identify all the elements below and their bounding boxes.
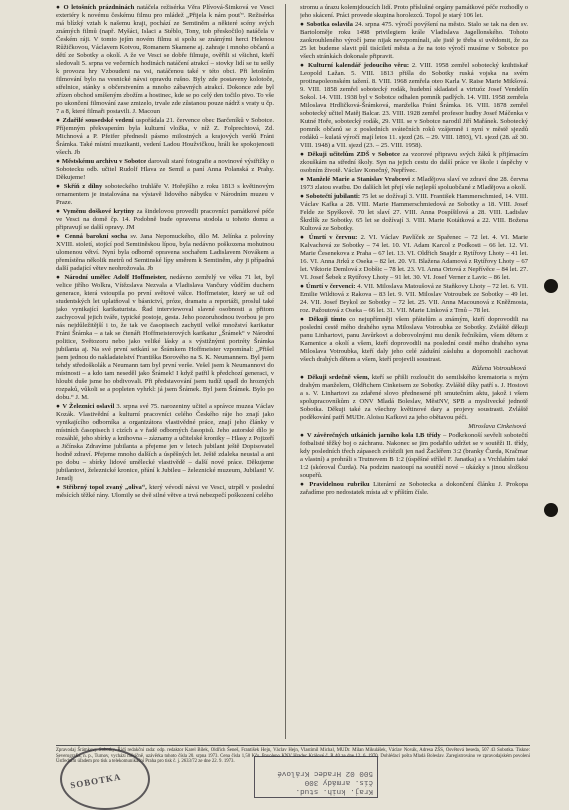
news-item-text: 2. VI. Václav Pavlíček ze Spařenec – 72 let. 4. VI. Marie Kalvachová ze Sobotky – 74 let. 10. VI. Adam Karcol z Podkosti – 66 let. 12. VI. Marie Česenekova z Praha – 67 let. 13. VI. Oldřich Snajdr z Rytířovy Lhoty – 41 let. 16. VI. Anna Jirků z Oseka – 82 let. 20. VI. Blažena Adamová z Rytířovy Lhoty – 67 let. Viktorie Demlová z Dobšic – 78 let. 23. VI. Anna Ortová z Nepřívěce – 84 let. 27. VI. Josef Šebek z Rytířovy Lhoty – 91 let. 30. VI. Josef Verner z Lavic – 86 let. bbox=[300, 234, 528, 281]
news-item-text: 4. VII. Miloslava Matoušová ze Staňkovy Lhoty – 72 let. 6. VII. Emilie Wildtová z Rakova – 83 let. 9. VII. Miloslav Votroubek ze Sobotky – 49 let. 24. VII. Josef Brykol ze Sobotky – 72 let. 25. VII. Anna Macounová z Kněžmosta, roz. Pažoutová z Oseka – 66 let. 31. VII. Marie Linková z Trnů – 78 let. bbox=[300, 283, 528, 314]
bullet-icon: ● bbox=[300, 193, 306, 200]
news-item-text: 24. srpna 475. výročí povýšení na město. Stalo se tak na den sv. Bartoloměje roku 1498 privilegiem krále Vladislava Jagellonského. Tohoto zaokrouhleného výročí jsme nijak nevzpomínali, ale jistě je třeba si uvědomit, že za 25 let budeme slavit půl tisíciletí města a že na toto výročí musíme v Sobotce po všech stránkách dokonale připravit. bbox=[300, 21, 528, 60]
news-item-text: natáčela režisérka Věra Plívová-Šimková ve Vesci exteriéry k novému českému filmu pro mládež „Přijela k nám pouť“. Režisérka má blízký vztah k našemu kraji, pochází ze Semtiněm a některé scény svých známých filmů (např. Myšáci, Islaci a Stéblo, Tony, tob přeskočilo) natáčela v Českém ráji. V tomto jejím novém filmu si spolu se známými herci Helenou Růžičkovou, Václavem Kotvou, Romanem Skamene aj. zahraje i mnoho občanů a dětí ze Sobotky a okolí. A že ve Vesci se dobře filmuje, ověřili si všichni, kteří sledovali 5. srpna ve večerních hodinách natáčení atrakcí – stovky lidí se tu sešly k provozu hry Vzboudeni na vsi, natáčenou také v této obci. Při letošním filmování bylo na vesnické návsi opravdu rušno. Byly zde postaveny kolotoče, střelnice, stánky s občerstvením a mnoho zábavných atrakcí. Dokonce zde byl zřízen obchod smíšeným zbožím a hostinec, kde se po celý den točilo pivo. To vše po ukončení filmování zase zmizelo, trvale zde zůstanou pouze nádrž s vraty u čp. 7 a 8, které filmaři postavili. J. Macoun bbox=[56, 4, 274, 115]
news-item-text: co nejupřímněji všem přátelům a známým, kteří doprovodili na poslední cestě mého drahého syna Miloslava Votroubka ze Sobotky. Zvláště děkuji panu Linhartovi, panu Javůrkovi a dobrovolnými mu deník řečníkům, všem dětem z Kamenice a okolí a všem, kteří doprovodili na poslední cestě mého drahého syna Miloslava Votroubka, kteří daly jeho celé zádušní zásluhu a dopomohli zachovat všech drahých dětem a všem, kteří projevili soustrast. bbox=[300, 316, 528, 363]
news-item-text: kteří se přišli rozloučit do semilského krematoria s mým drahým manželem, Oldřichem Cinkeisem ze Sobotky. Zvláště díky patří s. J. Hostovi a s. V. Linhartovi za zdařené slovo přednesené při smutečním aktu, jakož i všem spolupracovníkům z ONV Mladá Boleslav, MěstNV, SPB a myslivecké jednotě Sobotka. Děkuji také za všechny květinové dary a projevy soustrasti. Zvláště poděkování patří MUDr. Aloisu Kafkovi za jeho obětavou péči. bbox=[300, 374, 528, 421]
news-item bbox=[300, 151, 528, 175]
news-item bbox=[300, 432, 528, 480]
signature: Miroslava Cinkeisová bbox=[468, 423, 526, 430]
news-item-text: 3. srpna své 75. narozeniny učitel a správce muzea Václav Kozák. Vlastivědní a kulturní pracovníci celého Českého ráje ho znají jako vynikajícího odborníka a organizátora vlastivědné práce, znají jeho články v místních časopisech i cizích a v řadě odborných časopisů. Jeho autorské dílo je rozsáhlé, jeho sbírky a knihovna – záznamy a učitelské kroniky – Hlasy z Pojizeří a Jičínska Zdravíme jubilanta a přejeme jen v letech jubilant ještě Dopisovatel hodně zdraví. Přejeme mnoho dalších a úspěšných let. Ještě zdaleka neustal a ani po dobu – sbírky lidové umělecké vlastivědě – další nové práce. Děkujeme jubilantovi, železnické kronice, přání k Jubileu – železnické muzeum, Jubilant! V. Jenstlj bbox=[56, 403, 274, 482]
news-item bbox=[56, 403, 274, 483]
library-stamp-line: Kraj. knih. stud. bbox=[295, 787, 373, 795]
news-item-heading: Děkuji srdečně všem, bbox=[307, 374, 370, 381]
news-item bbox=[300, 62, 528, 150]
news-item bbox=[300, 234, 528, 282]
news-item-text: 75 let se dožívají 3. VIII. František Hammerschmied, 14. VIII. Václav Kafka a 28. VIII. Marie Hammerschmiedová ze Sobotky a 18. VIII. Josef Felde ze Spyškově. 70 let slaví 27. VIII. Anna Pospíšilová a 28. VIII. Ladislav Škrdlík ze Sobotky. 65 let se dožívají 3. VIII. Marie Kotátková a 22. VIII. Božena Kultová ze Sobotky. bbox=[300, 193, 528, 232]
news-item bbox=[300, 193, 528, 233]
bullet-icon: ● bbox=[56, 117, 63, 124]
bullet-icon: ● bbox=[56, 208, 63, 215]
news-item-text: nedávno zemřelý ve věku 71 let, byl velice jiřího Wolkra, Vítězslava Nezvala a Vladislava Vančury vůdčím duchem generace, která vstoupila po první světové válce. Hoffmeister, který se už od studentských let uplatňoval v básnictví, próze, dramatu a reportáži, proslul také jako vynikající karikaturista. Řad interviewoval slavné osobnosti a přitom zachycoval jejich tváře, typické postoje, gesta. Jeho pozoruhodnou tvorbou je pro nás nejdůležitější i to, že tak ve časopisech zachytil velké množství karikatur Fráni Šrámka – a tak se čtenáři Hoffmeisterových karikatur „Šrámek“ v Národní politice, Světozoru nebo jako veliké lásky a s výstižnými portréty Šrámka jubilanta aj. Na své první setkání se Šrámkem Hoffmeister vzpomínal: „Přišel jsem jednou do nakladatelství Františka Borového na S. K. Neumannem. Byl jsem tehdy středoškolák a Neumann tam byl první verše. Vešel jsem k Neumannovi do místnosti – a kdo tam neseděl jako Šrámek! I když patřil k předchozí generaci, v hloubi duše jsme ho obdivovali. Při představování jsem tudíž upadl do hrozných rozpaků, vůkoli se a popleten vyhrkl: já jsem Šrámek. Byl jsem Šrámek. Bylo po dobu.“ J. M. bbox=[56, 274, 274, 401]
news-item-text: který vévodí návsi ve Vesci, utrpěl v poslední měsících těžké rány. Ulomily se dvě silné větve a trvá nebezpečí poškození celého bbox=[56, 484, 274, 499]
bullet-icon: ● bbox=[56, 183, 64, 190]
right-column bbox=[300, 4, 528, 742]
bullet-icon: ● bbox=[300, 21, 307, 28]
bullet-icon: ● bbox=[300, 374, 308, 381]
news-item bbox=[300, 481, 528, 497]
round-stamp-text: SOBOTKA bbox=[69, 771, 122, 791]
colophon: Zpravodaj Šrámkovy Sobotky. Řídí redakční rada: odp. redaktor Karel Bílek, Oldřich Šeneš, František Hejn, Václav Hejn, Vlastimil Michal, MUDr. Milan Mikulášek, Václav Novák, Adresa ZŠS, Osvětová beseda, 507 43 Sobotka. Tiskne: Severografia, n. p., Turnov, vychází měsíčně, uzávěrka tohoto čísla 20. srpna 1973. Cena čísla 1,50 Kčs. Povoleno KNV Hradec Králové č. R 40 ze dne 12. 6. 1970. Dohlédací pošta Mladá Boleslav. Zaregistrováno ve zpravodajském povolení Ústředním úřadem pro tisk a telekomunikační Praha pro tisk č. j. 2633/72 ze dne 22. 9. 1973. bbox=[56, 745, 530, 765]
news-item-text: za šindelovou provedli pracovníci památkové péče ve Vesci na domě čp. 14. Podobně bude opravena stodola u tohoto domu a připravují se další opravy. JM bbox=[56, 208, 274, 231]
news-item bbox=[300, 374, 528, 422]
bullet-icon: ● bbox=[56, 274, 65, 281]
punch-hole bbox=[544, 503, 558, 517]
news-item-heading: Městskému archivu v Sobotce bbox=[61, 158, 147, 165]
news-item bbox=[300, 176, 528, 192]
news-item-text: za vzorové připravu svých žáků k přijímacím zkouškám na střední školy. Syn na jejich cestu do další práce ve škole i úspěchy v osobním životě. Václav Konečný, Nepřívec. bbox=[300, 151, 528, 174]
news-item-heading: Sobotka oslavila bbox=[306, 21, 353, 28]
news-item-heading: Zdařilé sousedské vedení bbox=[62, 117, 134, 124]
signature: Růžena Votroubková bbox=[471, 365, 526, 372]
news-item bbox=[300, 283, 528, 315]
news-item-heading: V Železnici oslavil bbox=[62, 403, 115, 410]
bullet-icon: ● bbox=[56, 158, 62, 165]
news-item-heading: Úmrtí v červenci: bbox=[305, 283, 356, 290]
news-item-heading: Sobotečtí jubilanti: bbox=[305, 193, 361, 200]
news-item-text: darovali staré fotografie a novinové výstřižky o Sobotecku odb. učitel Rudolf Hlava ze Semil a paní Anna Polanská z Prahy. Děkujeme! bbox=[56, 158, 274, 181]
news-item-text: – Podkrkonoší sevřeli sobotečtí fotbalisté těžký boj o záchranu. Nakonec se jim podařilo udržet se v soutěži II. třídy, kdy posledních třech zápasech zvítězili jen nad Žacléřem 3:2 (branky Čurda, Kračmar a vlastní) a prohráli s Trutnovem B 1:2 (úspěšné střílel F. Janatka) a s Vrchlabím také 1:2 (skóroval Čurda). Na podzim nastoupí na soutěží nové – ukázky s jinou složkou soupeřů. bbox=[300, 432, 528, 479]
news-item-heading: Skříň z dílny bbox=[63, 183, 103, 190]
news-item bbox=[300, 316, 528, 364]
column-divider bbox=[285, 4, 286, 739]
news-item-heading: O letošních prázdninách bbox=[63, 4, 135, 11]
bullet-icon: ● bbox=[300, 283, 306, 290]
news-item-heading: Národní umělec Adolf Hoffmeister, bbox=[64, 274, 167, 281]
news-item-heading: Úmrtí v červnu: bbox=[308, 234, 358, 241]
news-item-heading: Vyměnu doškové krytiny bbox=[62, 208, 135, 215]
library-stamp-line: 500 02 Hradec Králové bbox=[277, 769, 373, 777]
bullet-icon: ● bbox=[300, 432, 307, 439]
news-item-heading: Pravidelnou rubriku bbox=[309, 481, 370, 488]
punch-hole bbox=[544, 279, 558, 293]
bullet-icon: ● bbox=[56, 403, 63, 410]
news-item bbox=[300, 21, 528, 61]
news-item bbox=[56, 117, 274, 157]
bullet-icon: ● bbox=[300, 151, 308, 158]
news-item-heading: Kulturní kalendář jedoucího věru: bbox=[307, 62, 410, 69]
news-item-heading: Děkuji učitelům ZDŠ v Sobotce bbox=[307, 151, 400, 158]
news-item bbox=[56, 183, 274, 207]
news-item bbox=[56, 4, 274, 116]
news-item-text: Literární ze Sobotecka a dokončení článku J. Prokopa zařadíme pro nedostatek místa až v příštím čísle. bbox=[300, 481, 528, 496]
news-item-heading: Cenná barokní socha bbox=[64, 233, 128, 240]
bullet-icon: ● bbox=[56, 4, 64, 11]
news-item-text: 2. VIII. 1958 zemřel sobotecký knihtiskař Leopold Lažan. 5. VIII. 1813 přišla do Sobotky ruská vojska na svém protinapoleonském tažení. 8. VIII. 1968 zemřela oteo Karla V. Raise Marie Mikšová. 9. VIII. 1858 zemřel sobotecký rodák, hudební skladatel a virtuóz Josef Vendelín Sokol. 14. VIII. 1938 byl v Sobotce odhalen pomník padlých. 14. VIII. 1958 zemřela Miloslava Hrdličková-Šrámková, manželka Fráni Šrámka. 16. VIII. 1878 zemřel sobotecký učitel Matěj Balcar. 23. VIII. 1928 zemřel profesor hudby Josef Máčenka v Kutné Hoře, sobotecký rodák, 29. VIII. se v Sobotce narodil Jiří Mařánek. Sobotecký pomník občanů se z posledních svátečních roků vzájemně i nyní v městě sjezdů rodáků – kulatá výročí mají letos 11. sjezd (26. – 29. VIII. 1893), VI. sjezd (28. až 30. VIII. 1948) a VII. sjezd (23. – 25. VIII. 1958). bbox=[300, 62, 528, 149]
library-stamp-line: čís. armády 300 bbox=[304, 778, 373, 786]
news-item-text: uspořádala 21. července obec Barčeníků v Sobotce. Příjemným překvapením byla kulturní vložka, v níž Z. Folprechtová, Zd. Michnová a P. Pfeifer přednesli pásmo milostných a krajových veršů Fráni Šrámka. Také místní muzikanti, vedení Ladou Houžvičkou, hráli ke spokojenosti všech. Jb bbox=[56, 117, 274, 156]
bullet-icon: ● bbox=[300, 176, 307, 183]
news-item-text: stromu a úrazu kolemjdoucích lidí. Proto příslušné orgány památkové péče rozhodly o jeho skácení. Práci provede skupina horolezců. Topol je starý 106 let. bbox=[300, 4, 528, 19]
news-item-heading: Stříbrný topol zvaný „oliva“, bbox=[63, 484, 147, 491]
news-item bbox=[56, 274, 274, 402]
news-item-heading: V závěrečných utkáních jarního kola I.B třídy bbox=[306, 432, 441, 439]
news-item-heading: Děkuji tímto bbox=[308, 316, 346, 323]
news-item bbox=[300, 4, 528, 20]
bullet-icon: ● bbox=[300, 481, 310, 488]
bullet-icon: ● bbox=[56, 484, 64, 491]
news-item bbox=[56, 208, 274, 232]
news-item bbox=[56, 484, 274, 500]
bullet-icon: ● bbox=[300, 316, 309, 323]
library-stamp bbox=[254, 756, 378, 798]
bullet-icon: ● bbox=[56, 233, 65, 240]
left-column bbox=[56, 4, 274, 742]
news-item-text: soboteckého truhláře V. Hořejšího z roku 1813 s květinovým ornamentem je instalována na výstavě lidového nábytku v Národním muzeu v Praze. bbox=[56, 183, 274, 206]
news-item-text: sv. Jana Nepomuckého, dílo M. Jelínka z polovíny XVIII. století, stojící pod Semtiněskou lípou, byla nedávno poškozena mohutnou ulomenou větví. Nyní byla odborně opravena sochařem Ladislavem Novákem a přemístěna několik metrů od Semtinské lípy směrem k Semtiněm, aby ji případná další padající větev neohrožovala. Jb bbox=[56, 233, 274, 272]
bullet-icon: ● bbox=[300, 234, 309, 241]
bullet-icon: ● bbox=[300, 62, 308, 69]
news-item bbox=[56, 158, 274, 182]
news-item-text: z Mladějova slaví ve zdraví dne 28. června 1973 zlatou svatbu. Do dalších let přejí vše nejlepší spoluobčané z Mladějova a okolí. bbox=[300, 176, 528, 191]
news-item-heading: Manželé Marie a Stanislav Vrabcovi bbox=[306, 176, 410, 183]
news-item bbox=[56, 233, 274, 273]
